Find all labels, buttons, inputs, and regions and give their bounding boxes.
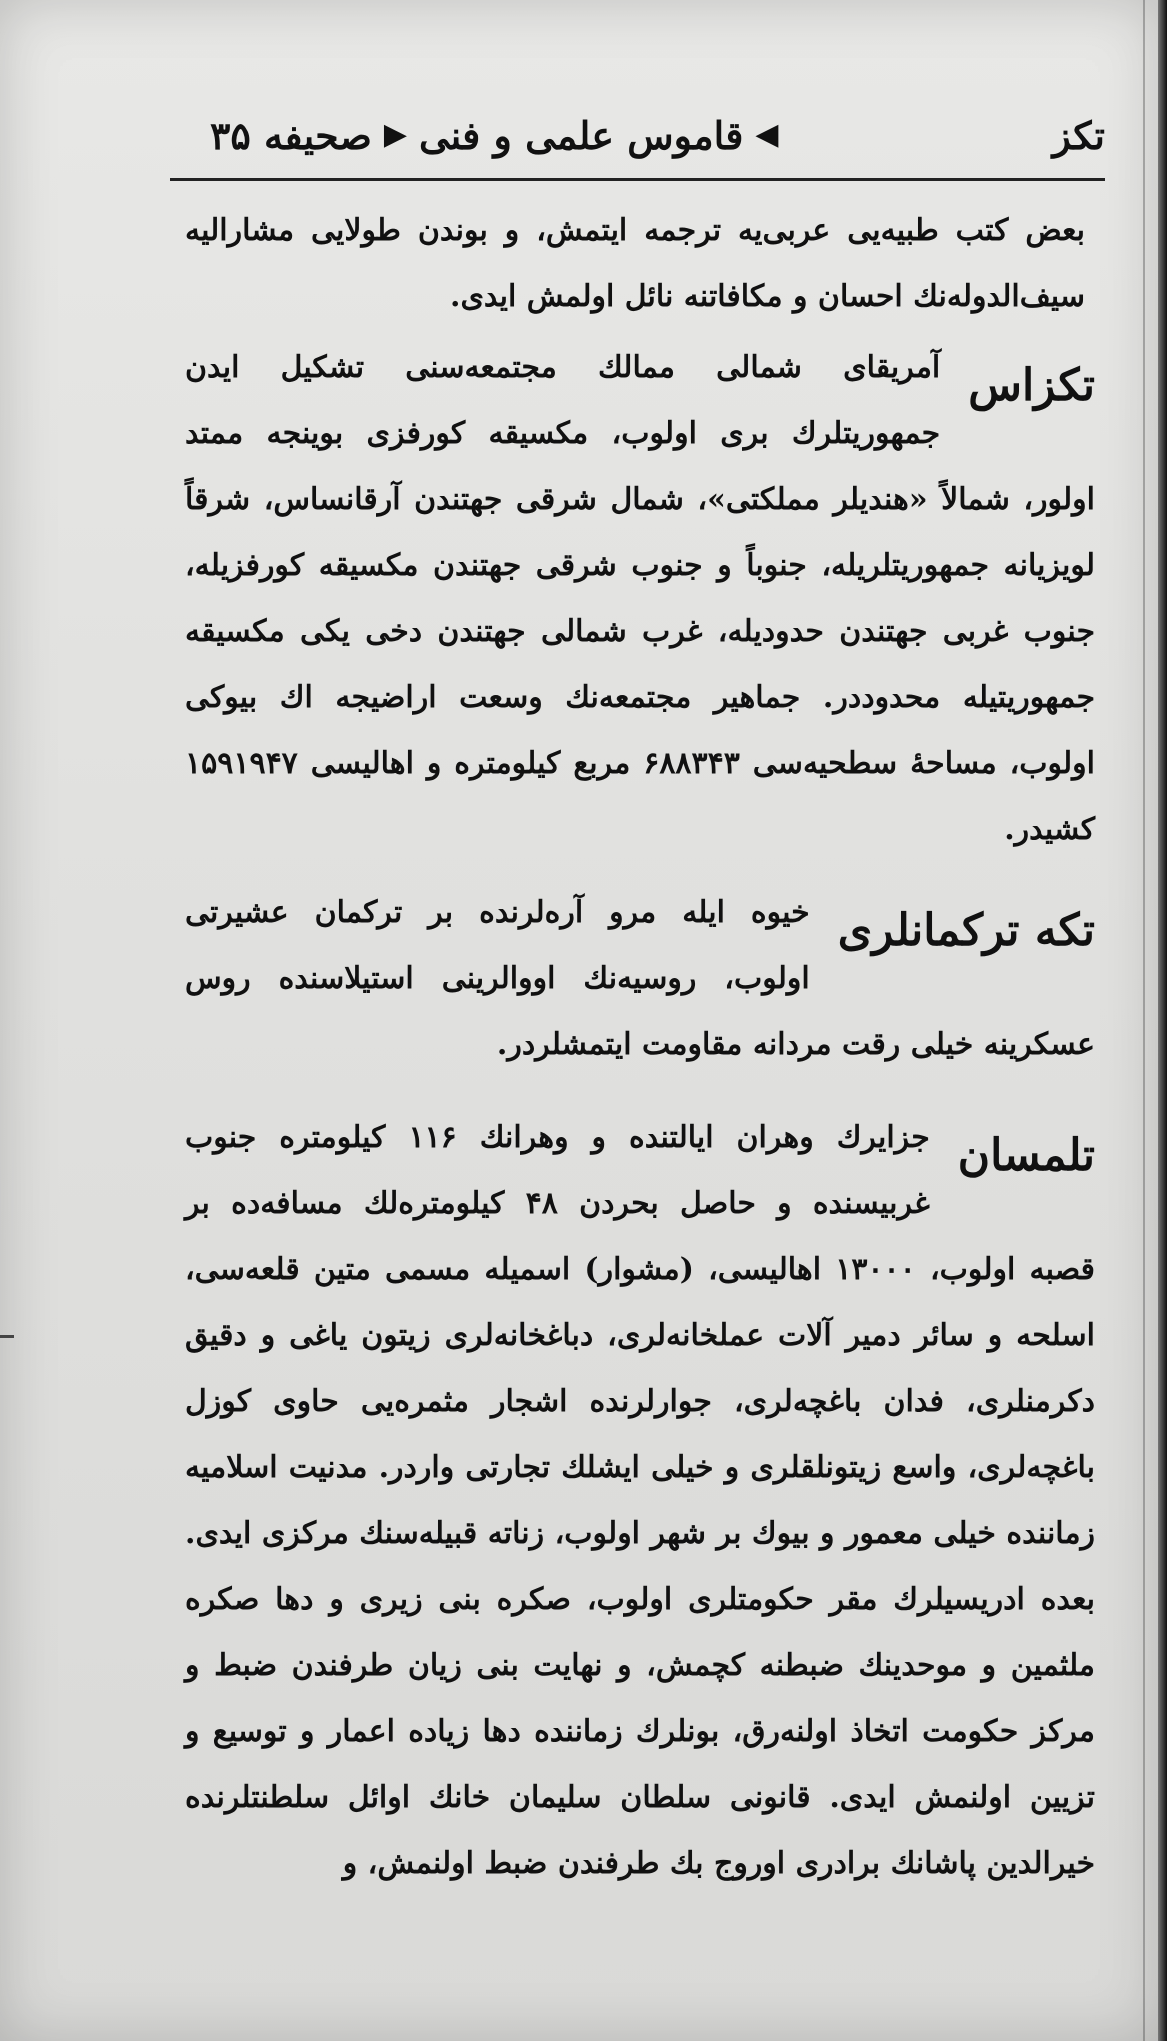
- entry-headword: تکه ترکمانلری: [837, 905, 1095, 956]
- header-left-word: تکز: [1052, 112, 1105, 158]
- page-edge-line: [1143, 0, 1145, 2041]
- right-arrow-icon: ▶: [383, 117, 407, 152]
- header-title: قاموس علمی و فنی: [419, 112, 744, 158]
- entry-headword: تلمسان: [957, 1130, 1095, 1181]
- header-rule: [170, 178, 1105, 181]
- entry-text: خیوه ایله مرو آره‌لرنده بر ترکمان عشیرتی اولوب، روسیه‌نك اووالرینی استیلاسنده روس عسکرینه خیلی رقت مردانه مقاومت ایتمشلردر.: [185, 895, 1095, 1062]
- page-header: [210, 95, 1105, 175]
- entry-texas: [185, 335, 1095, 863]
- entry-text: جزایرك وهران ایالتنده و وهرانك ۱۱۶ کیلومتره جنوب غربیسنده و حاصل بحردن ۴۸ کیلومتره‌لك مسافه‌ده بر قصبه اولوب، ۱۳۰۰۰ اهالیسی، (مشوار) اسمیله مسمی متین قلعه‌سی، اسلحه و سائر دمیر آلات عملخانه‌لری، دباغخانه‌لری زیتون یاغی و دقیق دکرمنلری، فدان باغچه‌لری، جوارلرنده اشجار مثمره‌یی حاوی کوزل باغچه‌لری، واسع زیتونلقلری و خیلی ایشلك تجارتی واردر. مدنیت اسلامیه زماننده خیلی معمور و بیوك بر شهر اولوب، زناته قبیله‌سنك مرکزی ایدی. بعده ادریسیلرك مقر حکومتلری اولوب، صکره بنی زیری و دها صکره ملثمین و موحدینك ضبطنه کچمش، و نهایت بنی زیان طرفندن ضبط و مرکز حکومت اتخاذ اولنه‌رق، بونلرك زماننده دها زیاده اعمار و توسیع و تزیین اولنمش ایدی. قانونی سلطان سلیمان خانك اوائل سلطنتلرنده خیرالدین پاشانك برادری اوروج بك طرفندن ضبط اولنمش، و: [185, 1120, 1095, 1881]
- margin-mark: [0, 1335, 14, 1338]
- header-title-group: [210, 113, 778, 158]
- entry-headword: تکزاس: [968, 360, 1095, 411]
- page-number: صحیفه ۳۵: [210, 112, 372, 158]
- entry-tlemcen: [185, 1105, 1095, 1897]
- intro-paragraph: بعض کتب طبیه‌یی عربی‌یه ترجمه ایتمش، و بوندن طولایی مشارالیه سیف‌الدوله‌نك احسان و مکافاتنه نائل اولمش ایدی.: [185, 213, 1085, 314]
- page-edge: [1158, 0, 1167, 2041]
- entry-teke-turkmen: [185, 880, 1095, 1078]
- entry-text: آمریقای شمالی ممالك مجتمعه‌سنی تشکیل ایدن جمهوریتلرك بری اولوب، مکسیقه کورفزی بوینجه ممتد اولور، شمالاً «هندیلر مملکتی»، شمال شرقی جهتندن آرقانساس، شرقاً لویزیانه جمهوریتلریله، جنوباً و جنوب شرقی جهتندن مکسیقه کورفزیله، جنوب غربی جهتندن حدودیله، غرب شمالی جهتندن دخی یکی مکسیقه جمهوریتیله محدوددر. جماهیر مجتمعه‌نك وسعت اراضیجه اك بیوکی اولوب، مساحهٔ سطحیه‌سی ۶۸۸۳۴۳ مربع کیلومتره و اهالیسی ۱۵۹۱۹۴۷ کشیدر.: [185, 350, 1096, 847]
- left-arrow-icon: ◀: [755, 117, 779, 152]
